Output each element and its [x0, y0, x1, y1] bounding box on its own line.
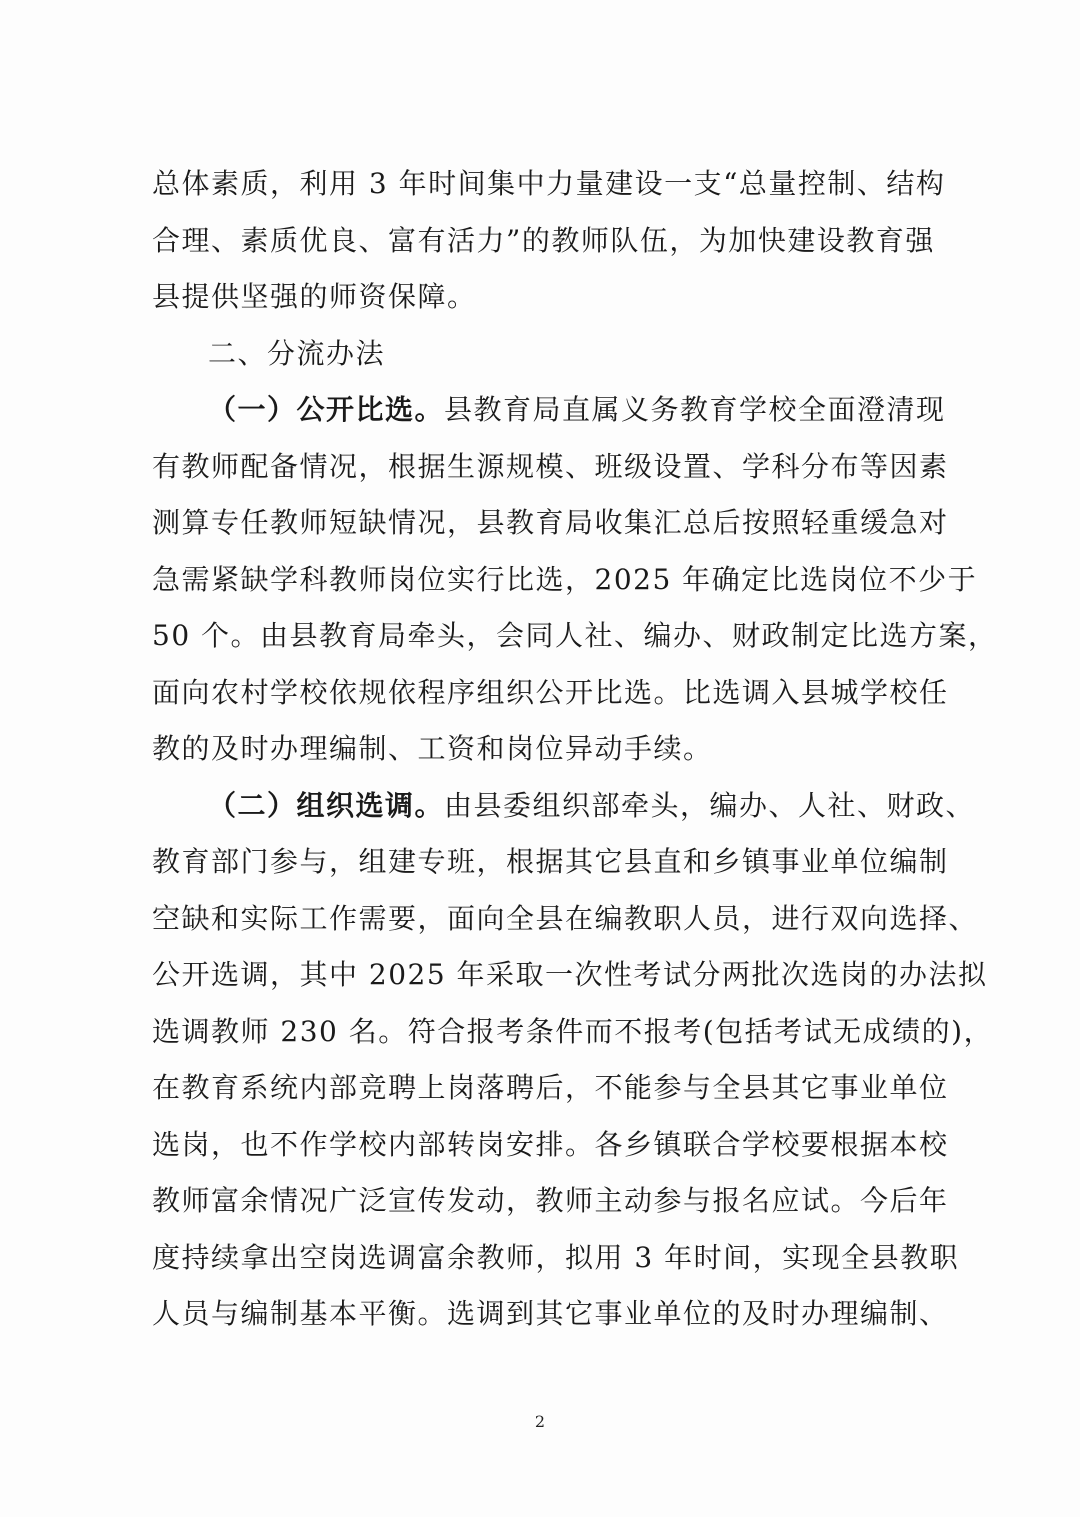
intro-paragraph	[152, 156, 946, 326]
item-one-line: 面向农村学校依规依程序组织公开比选。比选调入县城学校任	[152, 675, 949, 709]
item-one-first-line	[152, 382, 946, 439]
item-one-line: 测算专任教师短缺情况，县教育局收集汇总后按照轻重缓急对	[152, 506, 949, 539]
intro-line: 合理、素质优良、富有活力”的教师队伍，为加快建设教育强	[152, 223, 935, 257]
item-two-line: 公开选调，其中 2025 年采取一次性考试分两批次选岗的办法拟	[152, 958, 988, 991]
item-two-first-rest: 由县委组织部牵头，编办、人社、财政、	[444, 788, 976, 822]
intro-line: 总体素质，利用 3 年时间集中力量建设一支“总量控制、结构	[152, 167, 946, 200]
intro-line: 县提供坚强的师资保障。	[152, 280, 477, 313]
item-one-paragraph	[152, 382, 998, 778]
item-two-line: 人员与编制基本平衡。选调到其它事业单位的及时办理编制、	[152, 1297, 949, 1330]
item-two-line: 教师富余情况广泛宣传发动，教师主动参与报名应试。今后年	[152, 1184, 949, 1217]
item-two-line: 教育部门参与，组建专班，根据其它县直和乡镇事业单位编制	[152, 845, 949, 878]
item-one-first-rest: 县教育局直属义务教育学校全面澄清现	[444, 393, 946, 426]
item-one-line: 有教师配备情况，根据生源规模、班级设置、学科分布等因素	[152, 449, 949, 483]
item-one-line: 急需紧缺学科教师岗位实行比选，2025 年确定比选岗位不少于	[152, 562, 978, 596]
item-two-paragraph	[152, 778, 994, 1343]
item-one-line: 教的及时办理编制、工资和岗位异动手续。	[152, 732, 713, 765]
item-one-line: 50 个。由县教育局牵头，会同人社、编办、财政制定比选方案，	[152, 619, 998, 652]
item-one-lead: （一）公开比选。	[208, 393, 445, 426]
item-two-first-line	[152, 778, 976, 835]
item-two-lead: （二）组织选调。	[208, 788, 445, 822]
section-heading: 二、分流办法	[208, 336, 386, 370]
item-two-line: 空缺和实际工作需要，面向全县在编教职人员，进行双向选择、	[152, 901, 979, 935]
item-two-line: 在教育系统内部竞聘上岗落聘后，不能参与全县其它事业单位	[152, 1071, 949, 1104]
item-two-line: 选岗，也不作学校内部转岗安排。各乡镇联合学校要根据本校	[152, 1127, 949, 1161]
item-two-line: 度持续拿出空岗选调富余教师，拟用 3 年时间，实现全县教职	[152, 1240, 960, 1274]
document-body	[152, 156, 998, 1343]
item-two-line: 选调教师 230 名。符合报考条件而不报考(包括考试无成绩的)，	[152, 1014, 994, 1048]
page-number: 2	[534, 1412, 546, 1431]
